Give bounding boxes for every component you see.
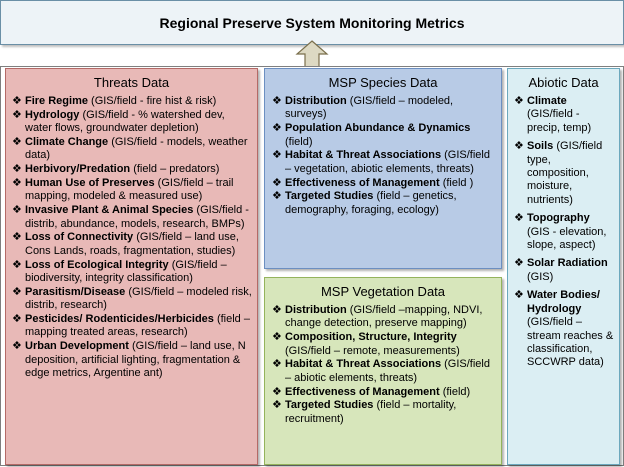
list-item (272, 304, 497, 331)
diamond-bullet-icon: ❖ (12, 258, 22, 271)
item-name: Population Abundance & Dynamics (285, 122, 471, 135)
item-description: (GIS/field – vegetation, abiotic elements, threats) (285, 149, 490, 175)
list-item (272, 149, 497, 176)
diamond-bullet-icon: ❖ (12, 231, 22, 244)
item-description: (GIS/field - % watershed dev, water flows, groundwater depletion) (25, 108, 225, 135)
list-item (514, 257, 615, 284)
diamond-bullet-icon: ❖ (514, 95, 524, 107)
list-item (514, 95, 615, 135)
diamond-bullet-icon: ❖ (272, 304, 282, 316)
diamond-bullet-icon: ❖ (514, 140, 524, 153)
diamond-bullet-icon: ❖ (272, 331, 282, 344)
list-item (272, 95, 497, 122)
list-item (272, 190, 497, 217)
diamond-bullet-icon: ❖ (272, 95, 282, 107)
item-name: Effectiveness of Management (285, 385, 440, 398)
list-item (12, 340, 253, 380)
item-description: (GIS/field – remote, measurements) (285, 344, 460, 357)
abiotic-panel-title: Abiotic Data (528, 75, 599, 90)
item-name: Habitat & Threat Associations (285, 149, 442, 162)
diamond-bullet-icon: ❖ (12, 313, 22, 326)
list-item (514, 212, 615, 252)
item-description: (GIS/field – trail mapping, modeled & measured use) (25, 177, 234, 203)
item-name: Parasitism/Disease (25, 285, 126, 298)
list-item (12, 136, 253, 163)
diagram-title: Regional Preserve System Monitoring Metrics (159, 14, 465, 31)
diamond-bullet-icon: ❖ (12, 340, 22, 353)
list-item (12, 163, 253, 176)
diamond-bullet-icon: ❖ (272, 149, 282, 162)
item-description: (GIS/field – land use, N deposition, artificial lighting, fragmentation & edge metrics, Argentine ant) (25, 340, 246, 380)
vegetation-list (265, 304, 501, 426)
diamond-bullet-icon: ❖ (272, 176, 282, 189)
item-name: Fire Regime (25, 95, 88, 107)
item-name: Effectiveness of Management (285, 176, 440, 189)
diamond-bullet-icon: ❖ (12, 163, 22, 176)
list-item (12, 109, 253, 136)
list-item (272, 331, 497, 358)
up-arrow-icon (295, 40, 329, 68)
diamond-bullet-icon: ❖ (12, 204, 22, 217)
item-name: Solar Radiation (527, 257, 608, 270)
item-description: (field ) (439, 176, 474, 189)
item-description: (GIS/field – modeled risk, distrib, research) (25, 285, 252, 312)
diamond-bullet-icon: ❖ (12, 108, 22, 121)
list-item (514, 140, 615, 207)
diamond-bullet-icon: ❖ (514, 212, 524, 225)
item-description: (GIS/field – stream reaches & classification, SCCWRP data) (527, 316, 614, 369)
item-name: Herbivory/Predation (25, 163, 131, 176)
diamond-bullet-icon: ❖ (272, 122, 282, 135)
diamond-bullet-icon: ❖ (272, 399, 282, 412)
diamond-bullet-icon: ❖ (12, 136, 22, 148)
list-item (12, 313, 253, 340)
list-item (514, 289, 615, 369)
vegetation-panel (264, 277, 502, 465)
list-item (12, 259, 253, 286)
item-description: (GIS/field - models, weather data) (25, 136, 248, 162)
diamond-bullet-icon: ❖ (12, 177, 22, 189)
item-description: (field – mapping treated areas, research) (25, 313, 250, 339)
threats-list (6, 95, 257, 380)
item-description: (GIS) (527, 270, 554, 283)
item-description: (GIS/field - precip, temp) (527, 108, 592, 134)
item-description: (field) (285, 135, 313, 148)
list-item (272, 399, 497, 426)
vegetation-panel-title: MSP Vegetation Data (320, 284, 446, 299)
species-list (265, 95, 501, 217)
list-item (272, 177, 497, 190)
item-description: (GIS/field – modeled, surveys) (285, 95, 454, 121)
list-item (12, 286, 253, 313)
item-name: Distribution (285, 95, 347, 107)
item-description: (GIS/field –mapping, NDVI, change detection, preserve mapping) (285, 304, 483, 330)
item-name: Distribution (285, 304, 347, 316)
item-name: Composition, Structure, Integrity (285, 331, 457, 344)
item-description: (GIS/field - distrib, abundance, models, research, BMPs) (25, 204, 249, 230)
diamond-bullet-icon: ❖ (12, 95, 22, 107)
item-name: Targeted Studies (285, 399, 374, 412)
item-description: (field – predators) (130, 163, 220, 176)
item-name: Urban Development (25, 340, 129, 353)
item-name: Loss of Ecological Integrity (25, 258, 169, 271)
diamond-bullet-icon: ❖ (272, 385, 282, 398)
abiotic-panel (507, 68, 620, 465)
item-description: (field – mortality, recruitment) (285, 399, 457, 425)
diamond-bullet-icon: ❖ (272, 190, 282, 203)
list-item (272, 358, 497, 385)
item-name: Habitat & Threat Associations (285, 358, 442, 371)
item-description: (GIS/field - fire hist & risk) (87, 95, 217, 107)
abiotic-list (508, 95, 619, 370)
item-name: Pesticides/ Rodenticides/Herbicides (25, 313, 214, 326)
item-name: Soils (527, 140, 554, 153)
item-name: Climate Change (25, 136, 109, 148)
list-item (12, 95, 253, 108)
diamond-bullet-icon: ❖ (12, 285, 22, 298)
item-description: (field) (439, 385, 471, 398)
list-item (272, 122, 497, 149)
list-item (12, 204, 253, 231)
item-name: Hydrology (25, 108, 80, 121)
item-name: Human Use of Preserves (25, 177, 155, 189)
item-name: Loss of Connectivity (25, 231, 134, 244)
list-item (272, 386, 497, 399)
item-description: (field – genetics, demography, foraging, ecology) (285, 190, 457, 216)
item-description: (GIS/field – land use, Cons Lands, roads, fragmentation, studies) (25, 231, 239, 257)
item-description: (GIS - elevation, slope, aspect) (527, 225, 607, 252)
species-panel-title: MSP Species Data (328, 75, 438, 90)
diamond-bullet-icon: ❖ (514, 257, 524, 270)
threats-panel-title: Threats Data (93, 75, 170, 90)
threats-panel (5, 68, 258, 465)
item-description: (GIS/field – abiotic elements, threats) (285, 358, 490, 384)
item-name: Invasive Plant & Animal Species (25, 204, 194, 217)
item-description: (GIS/field type, composition, moisture, nutrients) (527, 140, 603, 206)
list-item (12, 231, 253, 258)
item-name: Climate (527, 95, 567, 107)
diagram-title-box (0, 0, 624, 45)
species-panel (264, 68, 502, 269)
item-name: Water Bodies/ Hydrology (527, 289, 600, 315)
item-description: (GIS/field – biodiversity, integrity classification) (25, 258, 227, 285)
diamond-bullet-icon: ❖ (514, 289, 524, 302)
item-name: Topography (527, 212, 590, 225)
item-name: Targeted Studies (285, 190, 374, 203)
list-item (12, 177, 253, 204)
diamond-bullet-icon: ❖ (272, 358, 282, 371)
